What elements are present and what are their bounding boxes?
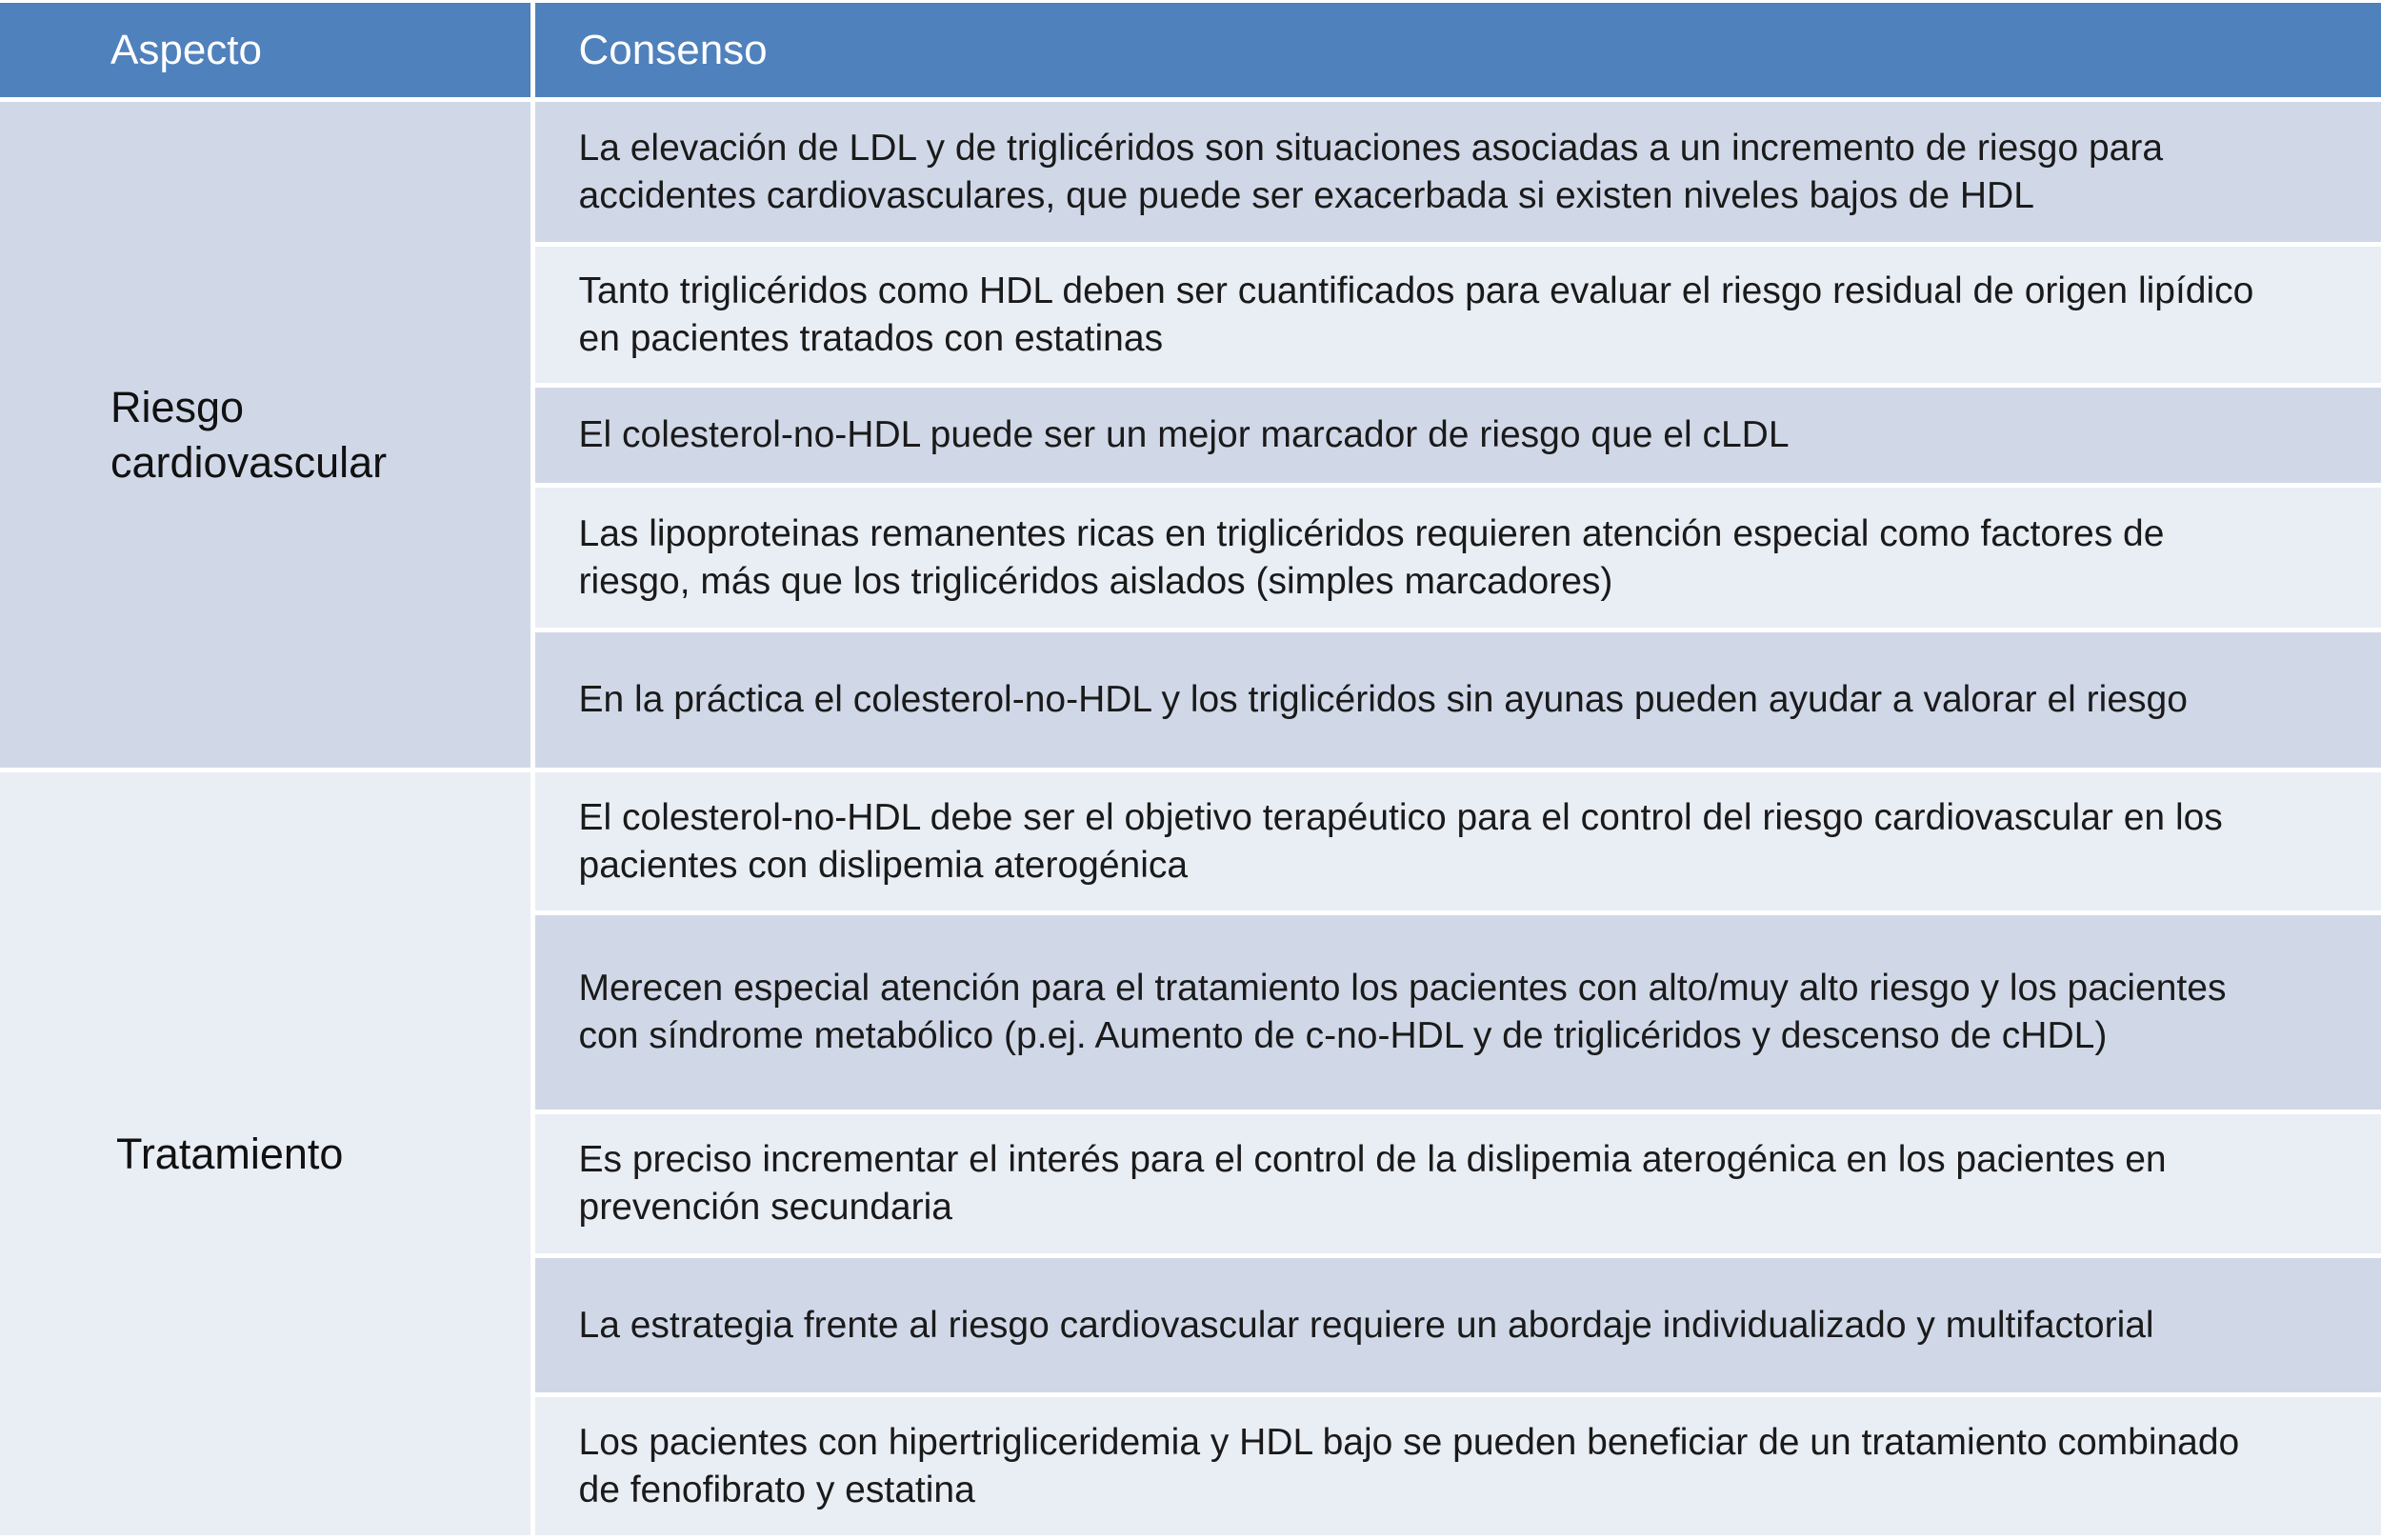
consensus-text: Las lipoproteinas remanentes ricas en triglicéridos requieren atención especial como factores de riesgo, más que los triglicéridos aislados (simples marcadores) <box>578 512 2165 602</box>
consensus-text: Tanto triglicéridos como HDL deben ser cuantificados para evaluar el riesgo residual de origen lipídico en pacientes tratados con estatinas <box>578 270 2254 359</box>
consensus-text: En la práctica el colesterol-no-HDL y los triglicéridos sin ayunas pueden ayudar a valorar el riesgo <box>578 679 2188 720</box>
table-row <box>0 770 2381 913</box>
consensus-cell <box>532 1395 2381 1538</box>
header-aspect: Aspecto <box>0 2 532 100</box>
consensus-cell <box>532 100 2381 245</box>
consensus-cell <box>532 486 2381 630</box>
consensus-cell <box>532 770 2381 913</box>
header-row <box>0 2 2381 100</box>
consensus-cell <box>532 386 2381 486</box>
consensus-cell <box>532 1112 2381 1256</box>
consensus-text: Los pacientes con hipertrigliceridemia y HDL bajo se pueden beneficiar de un tratamiento combinado de fenofibrato y estatina <box>578 1421 2240 1510</box>
consensus-text: Merecen especial atención para el tratamiento los pacientes con alto/muy alto riesgo y los pacientes con síndrome metabólico (p.ej. Aumento de c-no-HDL y de triglicéridos y descenso de cHDL) <box>578 968 2227 1056</box>
aspect-cell-riesgo-cardiovascular: Riesgo cardiovascular <box>0 100 532 770</box>
consensus-cell <box>532 913 2381 1112</box>
consensus-cell <box>532 1256 2381 1395</box>
consensus-text: La estrategia frente al riesgo cardiovascular requiere un abordaje individualizado y multifactorial <box>578 1304 2154 1346</box>
table-row <box>0 100 2381 245</box>
header-consensus: Consenso <box>532 2 2381 100</box>
aspect-cell-tratamiento: Tratamiento <box>0 770 532 1538</box>
consensus-cell <box>532 245 2381 386</box>
consensus-text: El colesterol-no-HDL puede ser un mejor marcador de riesgo que el cLDL <box>578 414 1790 455</box>
consensus-cell <box>532 630 2381 770</box>
consensus-text: La elevación de LDL y de triglicéridos son situaciones asociadas a un incremento de riesgo para accidentes cardiovasculares, que puede ser exacerbada si existen niveles bajos de HDL <box>578 127 2164 216</box>
consensus-text: Es preciso incrementar el interés para el control de la dislipemia aterogénica en los pacientes en prevención secundaria <box>578 1139 2167 1228</box>
consensus-text: El colesterol-no-HDL debe ser el objetivo terapéutico para el control del riesgo cardiovascular en los pacientes con dislipemia aterogénica <box>578 796 2223 886</box>
